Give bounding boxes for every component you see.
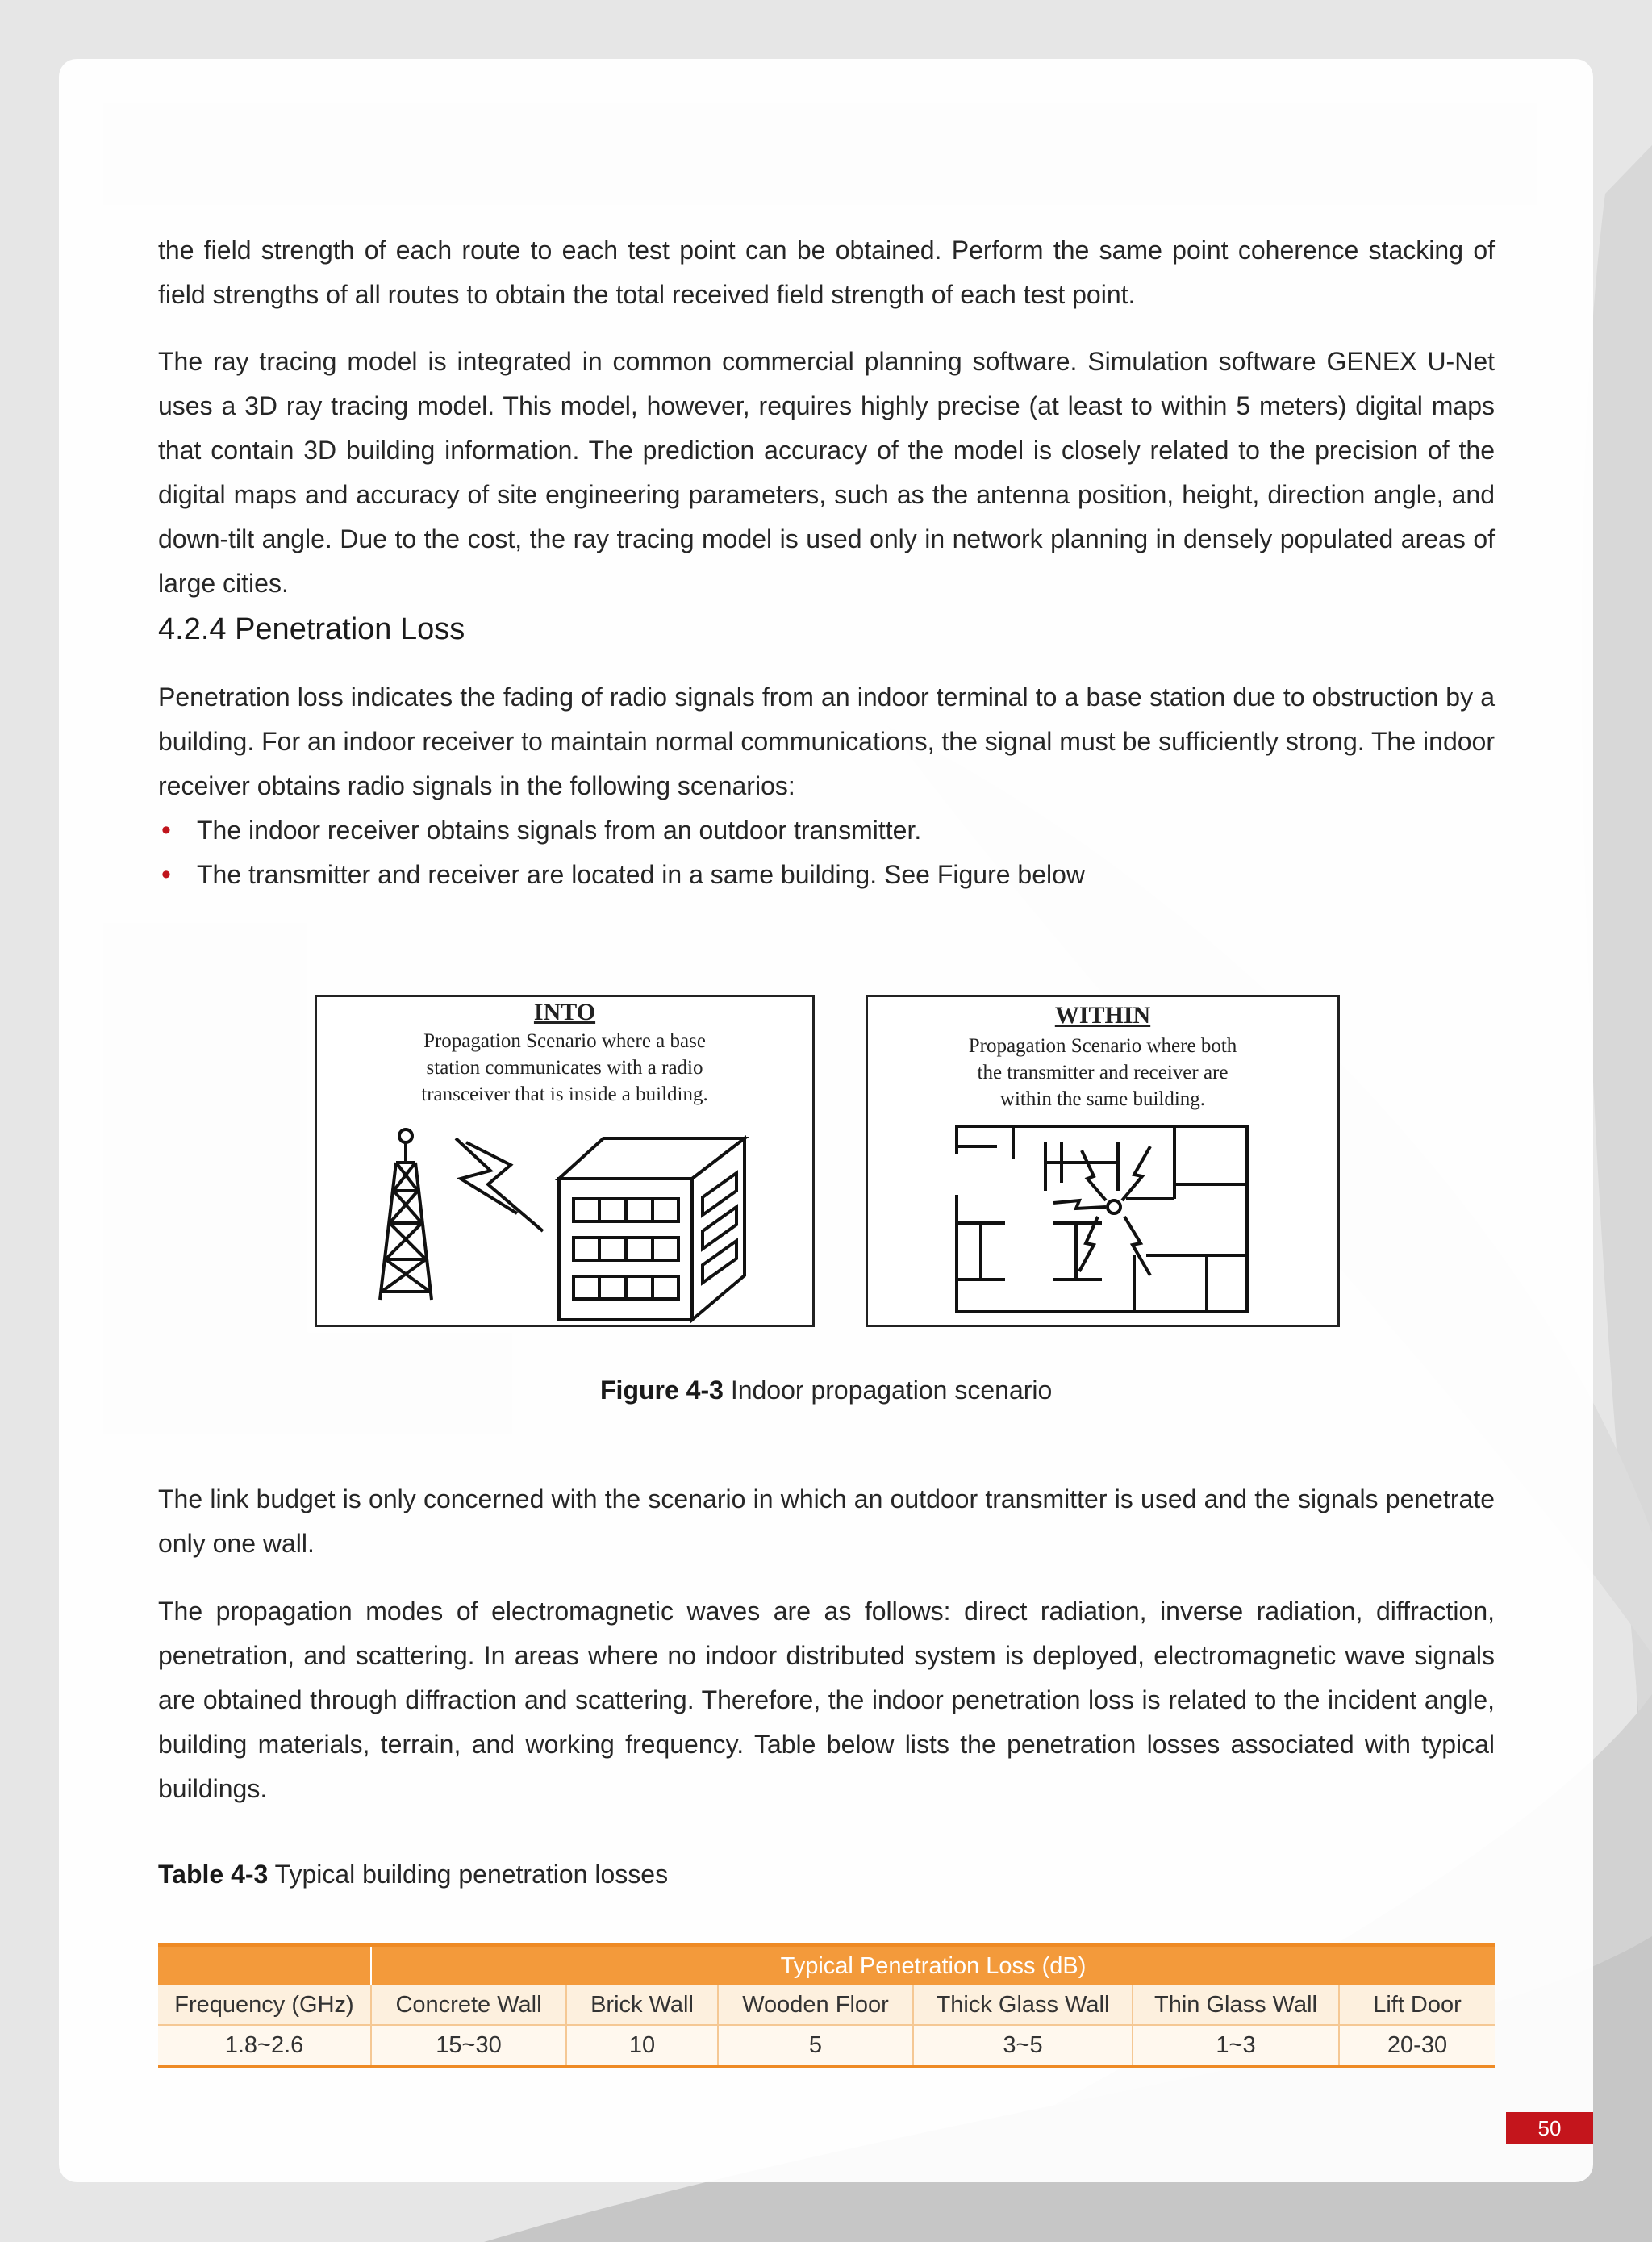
table-cell: 10 [566,2025,718,2066]
table-cell: 3~5 [913,2025,1133,2066]
table-cell: 1.8~2.6 [158,2025,371,2066]
penetration-loss-table [158,1943,1495,2068]
bullet-item: • The transmitter and receiver are located in a same building. See Figure below [158,853,1495,897]
column-header: Thin Glass Wall [1133,1985,1339,2025]
paragraph-ray-field-strength: the field strength of each route to each test point can be obtained. Perform the same point coherence stacking of field strengths of all routes to obtain the total received field strength of each test point. [158,236,1495,309]
column-header: Frequency (GHz) [158,1985,371,2025]
column-header: Lift Door [1339,1985,1495,2025]
into-illustration [317,997,812,1325]
column-header: Wooden Floor [718,1985,913,2025]
table-cell: 15~30 [371,2025,566,2066]
paragraph-propagation-modes: The propagation modes of electromagnetic waves are as follows: direct radiation, inverse radiation, diffraction, penetration, and scattering. In areas where no indoor distributed system is deployed, electromagnetic wave signals are obtained through diffraction and scattering. Therefore, the indoor penetration loss is related to the incident angle, building materials, terrain, and working frequency. Table below lists the penetration losses associated with typical buildings. [158,1597,1495,1803]
scenario-bullet-list [158,808,1495,897]
figure-within-panel [866,995,1340,1327]
bullet-item: • The indoor receiver obtains signals from an outdoor transmitter. [158,808,1495,853]
table-row [158,2025,1495,2066]
section-heading: 4.2.4 Penetration Loss [158,612,465,646]
table-cell: 5 [718,2025,913,2066]
paragraph-penetration-loss: Penetration loss indicates the fading of radio signals from an indoor terminal to a base station due to obstruction by a building. For an indoor receiver to maintain normal communications, the signal must be sufficiently strong. The indoor receiver obtains radio signals in the following scenarios: [158,683,1495,800]
document-page [59,59,1593,2182]
figure-within-desc: Propagation Scenario where both the transmitter and receiver are within the same building. [968,1035,1237,1110]
figure-caption: Figure 4-3 Indoor propagation scenario [600,1376,1053,1405]
table-cell: 20-30 [1339,2025,1495,2066]
radio-tower-icon [380,1129,432,1300]
floor-plan-icon [957,1126,1247,1312]
column-header: Brick Wall [566,1985,718,2025]
paragraph-ray-tracing: The ray tracing model is integrated in common commercial planning software. Simulation software GENEX U-Net uses a 3D ray tracing model. This model, however, requires highly precise (at least to within 5 meters) digital maps that contain 3D building information. The prediction accuracy of the model is closely related to the precision of the digital maps and accuracy of site engineering parameters, such as the antenna position, height, direction angle, and down-tilt angle. Due to the cost, the ray tracing model is used only in network planning in densely populated areas of large cities. [158,347,1495,598]
table-header-blank [158,1945,371,1985]
table-caption: Table 4-3 Typical building penetration losses [158,1860,669,1889]
bullet-dot-icon: • [161,859,171,890]
figure-into-title: INTO [533,999,596,1025]
column-header: Concrete Wall [371,1985,566,2025]
column-header: Thick Glass Wall [913,1985,1133,2025]
table-group-header-row [158,1945,1495,1985]
bullet-dot-icon: • [161,815,171,845]
table-cell: 1~3 [1133,2025,1339,2066]
paragraph-link-budget: The link budget is only concerned with the scenario in which an outdoor transmitter is used and the signals penetrate only one wall. [158,1484,1495,1558]
figure-within-title: WITHIN [1054,1002,1151,1029]
table-column-header-row [158,1985,1495,2025]
figure-into-desc: Propagation Scenario where a base station communicates with a radio transceiver that is inside a building. [421,1030,708,1105]
table-group-header: Typical Penetration Loss (dB) [371,1945,1495,1985]
figure-into-panel [315,995,815,1327]
building-icon [559,1138,745,1320]
page-number-badge: 50 [1506,2112,1593,2144]
signal-lightning-icon [456,1138,543,1231]
within-illustration [868,997,1337,1325]
